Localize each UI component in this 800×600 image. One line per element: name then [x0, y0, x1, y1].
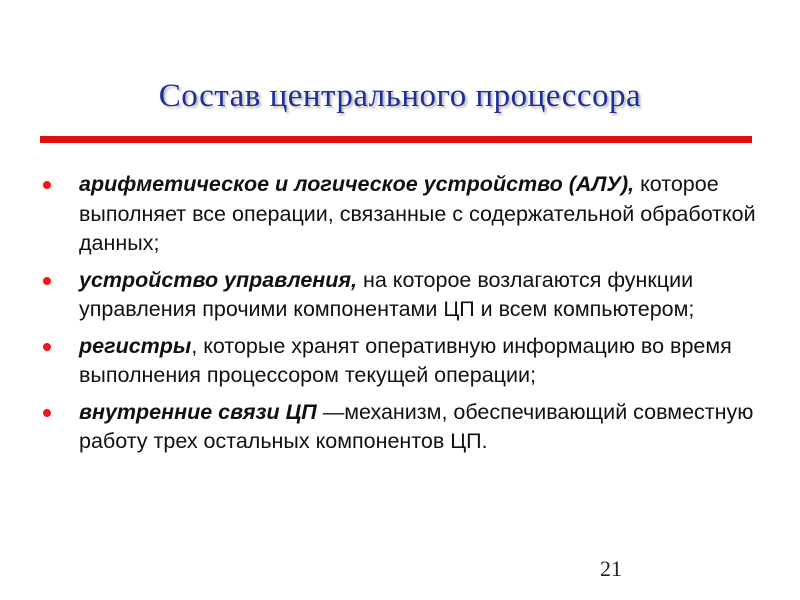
bullet-text: —механизм, обеспечивающий совместную работу трех остальных компонентов ЦП.	[79, 399, 754, 453]
bullet-dot-icon	[43, 409, 51, 417]
bullet-text: , которые хранят оперативную информацию во время выполнения процессором текущей операции;	[79, 333, 732, 387]
bullet-item-internal-links	[40, 398, 770, 457]
bullet-item-registers	[40, 332, 770, 391]
bullet-dot-icon	[43, 181, 51, 189]
bullet-term: устройство управления,	[79, 267, 358, 292]
bullet-text: на которое возлагаются функции управления прочими компонентами ЦП и всем компьютером;	[79, 267, 695, 321]
bullet-list	[40, 170, 770, 464]
bullet-term: внутренние связи ЦП	[79, 399, 317, 424]
bullet-item-alu	[40, 170, 770, 259]
bullet-dot-icon	[43, 277, 51, 285]
title-divider	[40, 136, 752, 143]
bullet-text: которое выполняет все операции, связанные с содержательной обработкой данных;	[79, 172, 756, 255]
bullet-item-control-unit	[40, 266, 770, 325]
bullet-term: арифметическое и логическое устройство (АЛУ),	[79, 172, 635, 196]
page-number: 21	[600, 556, 622, 581]
bullet-dot-icon	[43, 343, 51, 351]
bullet-term: регистры	[79, 333, 192, 358]
slide-title: Состав центрального процессора	[158, 78, 642, 114]
